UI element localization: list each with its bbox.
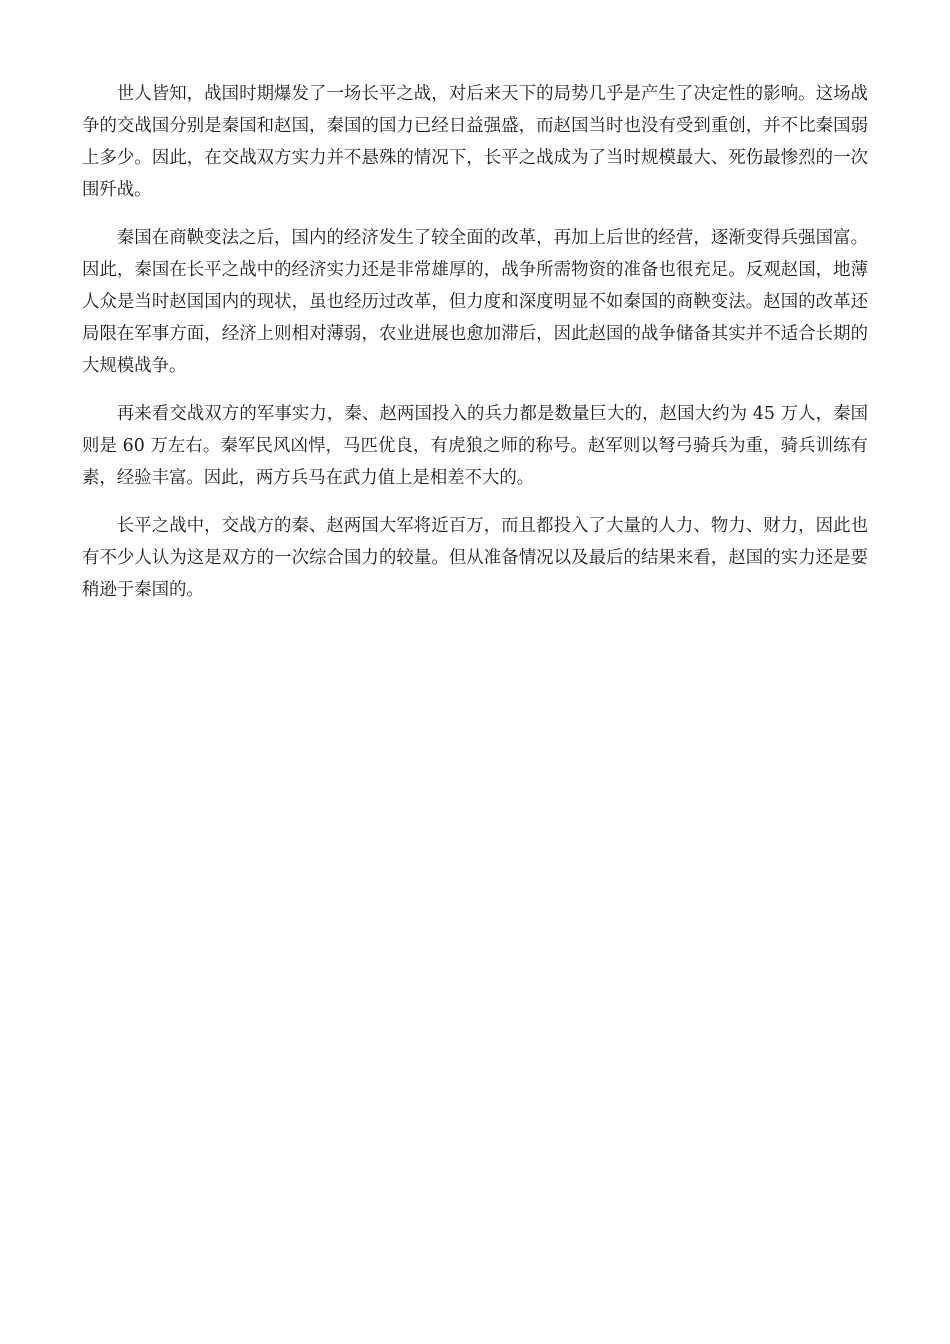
document-body bbox=[82, 78, 868, 622]
paragraph-3: 再来看交战双方的军事实力，秦、赵两国投入的兵力都是数量巨大的，赵国大约为 45 万人，秦国则是 60 万左右。秦军民风凶悍，马匹优良，有虎狼之师的称号。赵军则以弩弓骑兵为重，骑兵训练有素，经验丰富。因此，两方兵马在武力值上是相差不大的。 bbox=[82, 404, 868, 488]
paragraph-1: 世人皆知，战国时期爆发了一场长平之战，对后来天下的局势几乎是产生了决定性的影响。这场战争的交战国分别是秦国和赵国，秦国的国力已经日益强盛，而赵国当时也没有受到重创，并不比秦国弱上多少。因此，在交战双方实力并不悬殊的情况下，长平之战成为了当时规模最大、死伤最惨烈的一次围歼战。 bbox=[82, 84, 868, 200]
paragraph-2: 秦国在商鞅变法之后，国内的经济发生了较全面的改革，再加上后世的经营，逐渐变得兵强国富。因此，秦国在长平之战中的经济实力还是非常雄厚的，战争所需物资的准备也很充足。反观赵国，地薄人众是当时赵国国内的现状，虽也经历过改革，但力度和深度明显不如秦国的商鞅变法。赵国的改革还局限在军事方面，经济上则相对薄弱，农业进展也愈加滞后，因此赵国的战争储备其实并不适合长期的大规模战争。 bbox=[82, 228, 868, 376]
paragraph-4: 长平之战中，交战方的秦、赵两国大军将近百万，而且都投入了大量的人力、物力、财力，因此也有不少人认为这是双方的一次综合国力的较量。但从准备情况以及最后的结果来看，赵国的实力还是要稍逊于秦国的。 bbox=[82, 516, 868, 600]
